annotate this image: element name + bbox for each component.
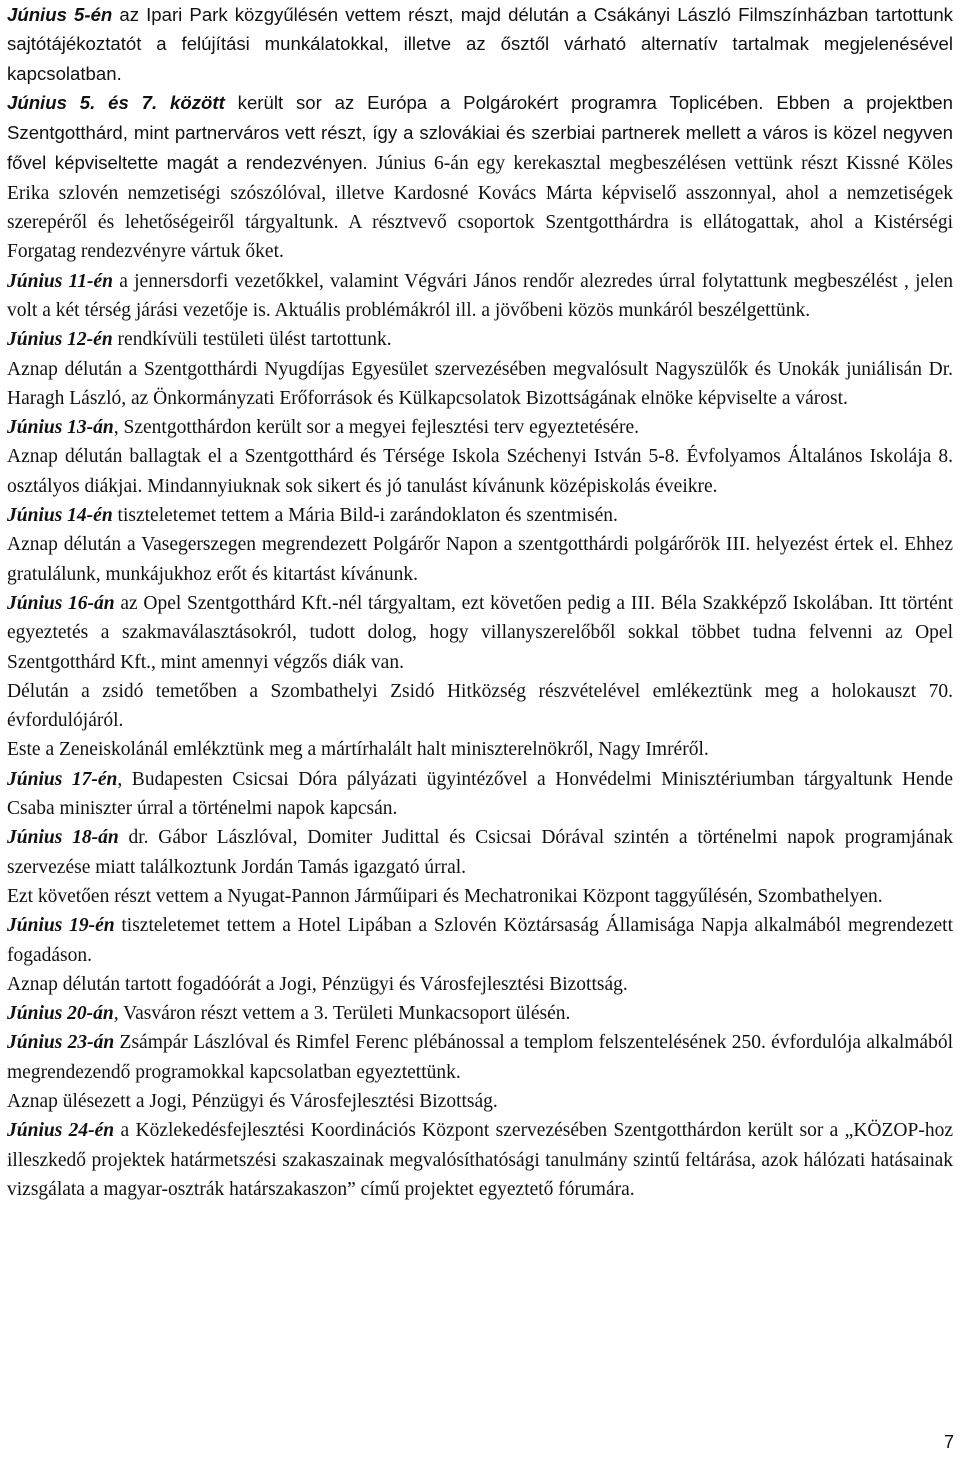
paragraph-june-19-afternoon [7, 970, 953, 999]
paragraph-text: az Opel Szentgotthárd Kft.-nél tárgyaltam, ezt követően pedig a III. Béla Szakképző Iskolában. Itt történt egyeztetés a szakmaválasztásokról, tudott dolog, hogy villanyszerelőből sokkal többet tudna felvenni az Opel Szentgotthárd Kft., mint amennyi végzős diák van. [7, 592, 953, 673]
paragraph-june-23 [7, 1028, 953, 1087]
paragraph-june-14 [7, 501, 953, 530]
date-label: Június 19-én [7, 915, 115, 937]
date-label: Június 18-án [7, 827, 119, 849]
paragraph-june-12-afternoon [7, 355, 953, 414]
paragraph-june-18-after [7, 882, 953, 911]
paragraph-text: a jennersdorfi vezetőkkel, valamint Végvári János rendőr alezredes úrral folytattunk megbeszélést , jelen volt a két térség járási vezetője is. Aktuális problémákról ill. a jövőbeni közös munkáról beszélgettünk. [7, 270, 953, 321]
paragraph-june-18 [7, 823, 953, 882]
paragraph-text: Zsámpár Lászlóval és Rimfel Ferenc plébánossal a templom felszentelésének 250. évfordulója alkalmából megrendezendő programokkal kapcsolatban egyeztettünk. [7, 1032, 953, 1083]
paragraph-text: Aznap délután ballagtak el a Szentgotthárd és Térsége Iskola Széchenyi István 5-8. Évfolyamos Általános Iskolája 8. osztályos diákjai. Mindannyiuknak sok sikert és jó tanulást kívánunk középiskolás éveikre. [7, 446, 953, 497]
document-body [7, 0, 953, 1204]
paragraph-text: , Szentgotthárdon került sor a megyei fejlesztési terv egyeztetésére. [113, 417, 639, 439]
paragraph-text: tiszteletemet tettem a Mária Bild-i zarándoklaton és szentmisén. [112, 505, 618, 527]
date-label: Június 24-én [7, 1120, 115, 1142]
paragraph-text: Este a Zeneiskolánál emlékztünk meg a mártírhalált halt miniszterelnökről, Nagy Imréről. [7, 739, 709, 761]
paragraph-june-19 [7, 911, 953, 970]
date-label: Június 16-án [7, 592, 115, 614]
paragraph-june-12 [7, 325, 953, 354]
paragraph-june-11 [7, 267, 953, 326]
paragraph-june-5-7-toplice [7, 88, 953, 267]
paragraph-june-20 [7, 999, 953, 1028]
paragraph-text: Aznap délután a Vasegerszegen megrendezett Polgárőr Napon a szentgotthárdi polgárőrök III. helyezést értek el. Ehhez gratulálunk, munkájukhoz erőt és kitartást kívánunk. [7, 534, 953, 585]
paragraph-text: Aznap délután a Szentgotthárdi Nyugdíjas Egyesület szervezésében megvalósult Nagyszülők és Unokák juniálisán Dr. Haragh László, az Önkormányzati Erőforrások és Külkapcsolatok Bizottságának elnöke képviselte a várost. [7, 358, 953, 409]
date-label: Június 12-én [7, 329, 113, 351]
paragraph-text: került sor az Európa a Polgárokért programra Toplicében. Ebben a projektben Szentgotthárd, mint partnerváros vett részt, így a szlovákiai és szerbiai partnerek mellett a város is közel negyven fővel képviseltette magát a rendezvényen. [7, 91, 953, 174]
paragraph-june-17 [7, 765, 953, 824]
date-label: Június 11-én [7, 270, 113, 292]
paragraph-june-16-evening [7, 735, 953, 764]
date-label: Június 14-én [7, 505, 113, 527]
paragraph-june-13 [7, 413, 953, 442]
paragraph-june-16-afternoon [7, 677, 953, 736]
paragraph-text: az Ipari Park közgyűlésén vettem részt, majd délután a Csákányi László Filmszínházban tartottunk sajtótájékoztatót a felújítási munkálatokkal, illetve az ősztől várható alternatív tartalmak megjelenésével kapcsolatban. [7, 4, 953, 84]
date-label: Június 17-én [7, 768, 118, 790]
paragraph-text: dr. Gábor Lászlóval, Domiter Judittal és Csicsai Dórával szintén a történelmi napok programjának szervezése miatt találkoztunk Jordán Tamás igazgató úrral. [7, 827, 953, 878]
paragraph-june-13-afternoon [7, 442, 953, 501]
paragraph-text: a Közlekedésfejlesztési Koordinációs Központ szervezésében Szentgotthárdon került sor a „KÖZOP-hoz illeszkedő projektek határmetszési szakaszainak megvalósíthatósági tanulmány szintű feltárása, azok hálózati hatásainak vizsgálata a magyar-osztrák határszakaszon” című projektet egyeztető fórumára. [7, 1120, 953, 1200]
paragraph-june-23-after [7, 1087, 953, 1116]
paragraph-text: rendkívüli testületi ülést tartottunk. [112, 329, 392, 351]
date-label: Június 23-án [7, 1032, 115, 1054]
paragraph-june-16 [7, 589, 953, 677]
paragraph-text: Délután a zsidó temetőben a Szombathelyi Zsidó Hitközség részvételével emlékeztünk meg a holokauszt 70. évfordulójáról. [7, 680, 953, 732]
paragraph-text: Ezt követően részt vettem a Nyugat-Pannon Járműipari és Mechatronikai Központ taggyűlésén, Szombathelyen. [7, 885, 883, 907]
paragraph-text: tiszteletemet tettem a Hotel Lipában a Szlovén Köztársaság Államisága Napja alkalmából megrendezett fogadáson. [7, 915, 953, 966]
date-label: Június 20-án [7, 1003, 114, 1025]
paragraph-june-5-ipari-park [7, 0, 953, 88]
paragraph-june-24 [7, 1116, 953, 1204]
date-label: Június 13-án [7, 417, 114, 439]
paragraph-text: Aznap ülésezett a Jogi, Pénzügyi és Városfejlesztési Bizottság. [7, 1090, 498, 1112]
paragraph-text: Június 6-án egy kerekasztal megbeszélésen vettünk részt Kissné Köles Erika szlovén nemzetiségi szószólóval, illetve Kardosné Kovács Márta képviselő asszonnyal, ahol a nemzetiségek szerepéről és lehetőségeiről tárgyaltunk. [7, 153, 953, 234]
date-label: Június 5. és 7. között [7, 91, 225, 113]
paragraph-text: , Budapesten Csicsai Dóra pályázati ügyintézővel a Honvédelmi Minisztériumban tárgyaltunk Hende Csaba miniszter úrral a történelmi napok kapcsán. [7, 768, 953, 820]
paragraph-text: A résztvevő csoportok Szentgotthárdra is ellátogattak, ahol a Kistérségi Forgatag rendezvényre vártuk őket. [7, 212, 954, 263]
paragraph-text: Aznap délután tartott fogadóórát a Jogi, Pénzügyi és Városfejlesztési Bizottság. [7, 973, 628, 995]
page-number: 7 [943, 1432, 954, 1452]
paragraph-june-14-afternoon [7, 530, 953, 589]
date-label: Június 5-én [7, 4, 113, 25]
paragraph-text: , Vasváron részt vettem a 3. Területi Munkacsoport ülésén. [113, 1003, 571, 1025]
